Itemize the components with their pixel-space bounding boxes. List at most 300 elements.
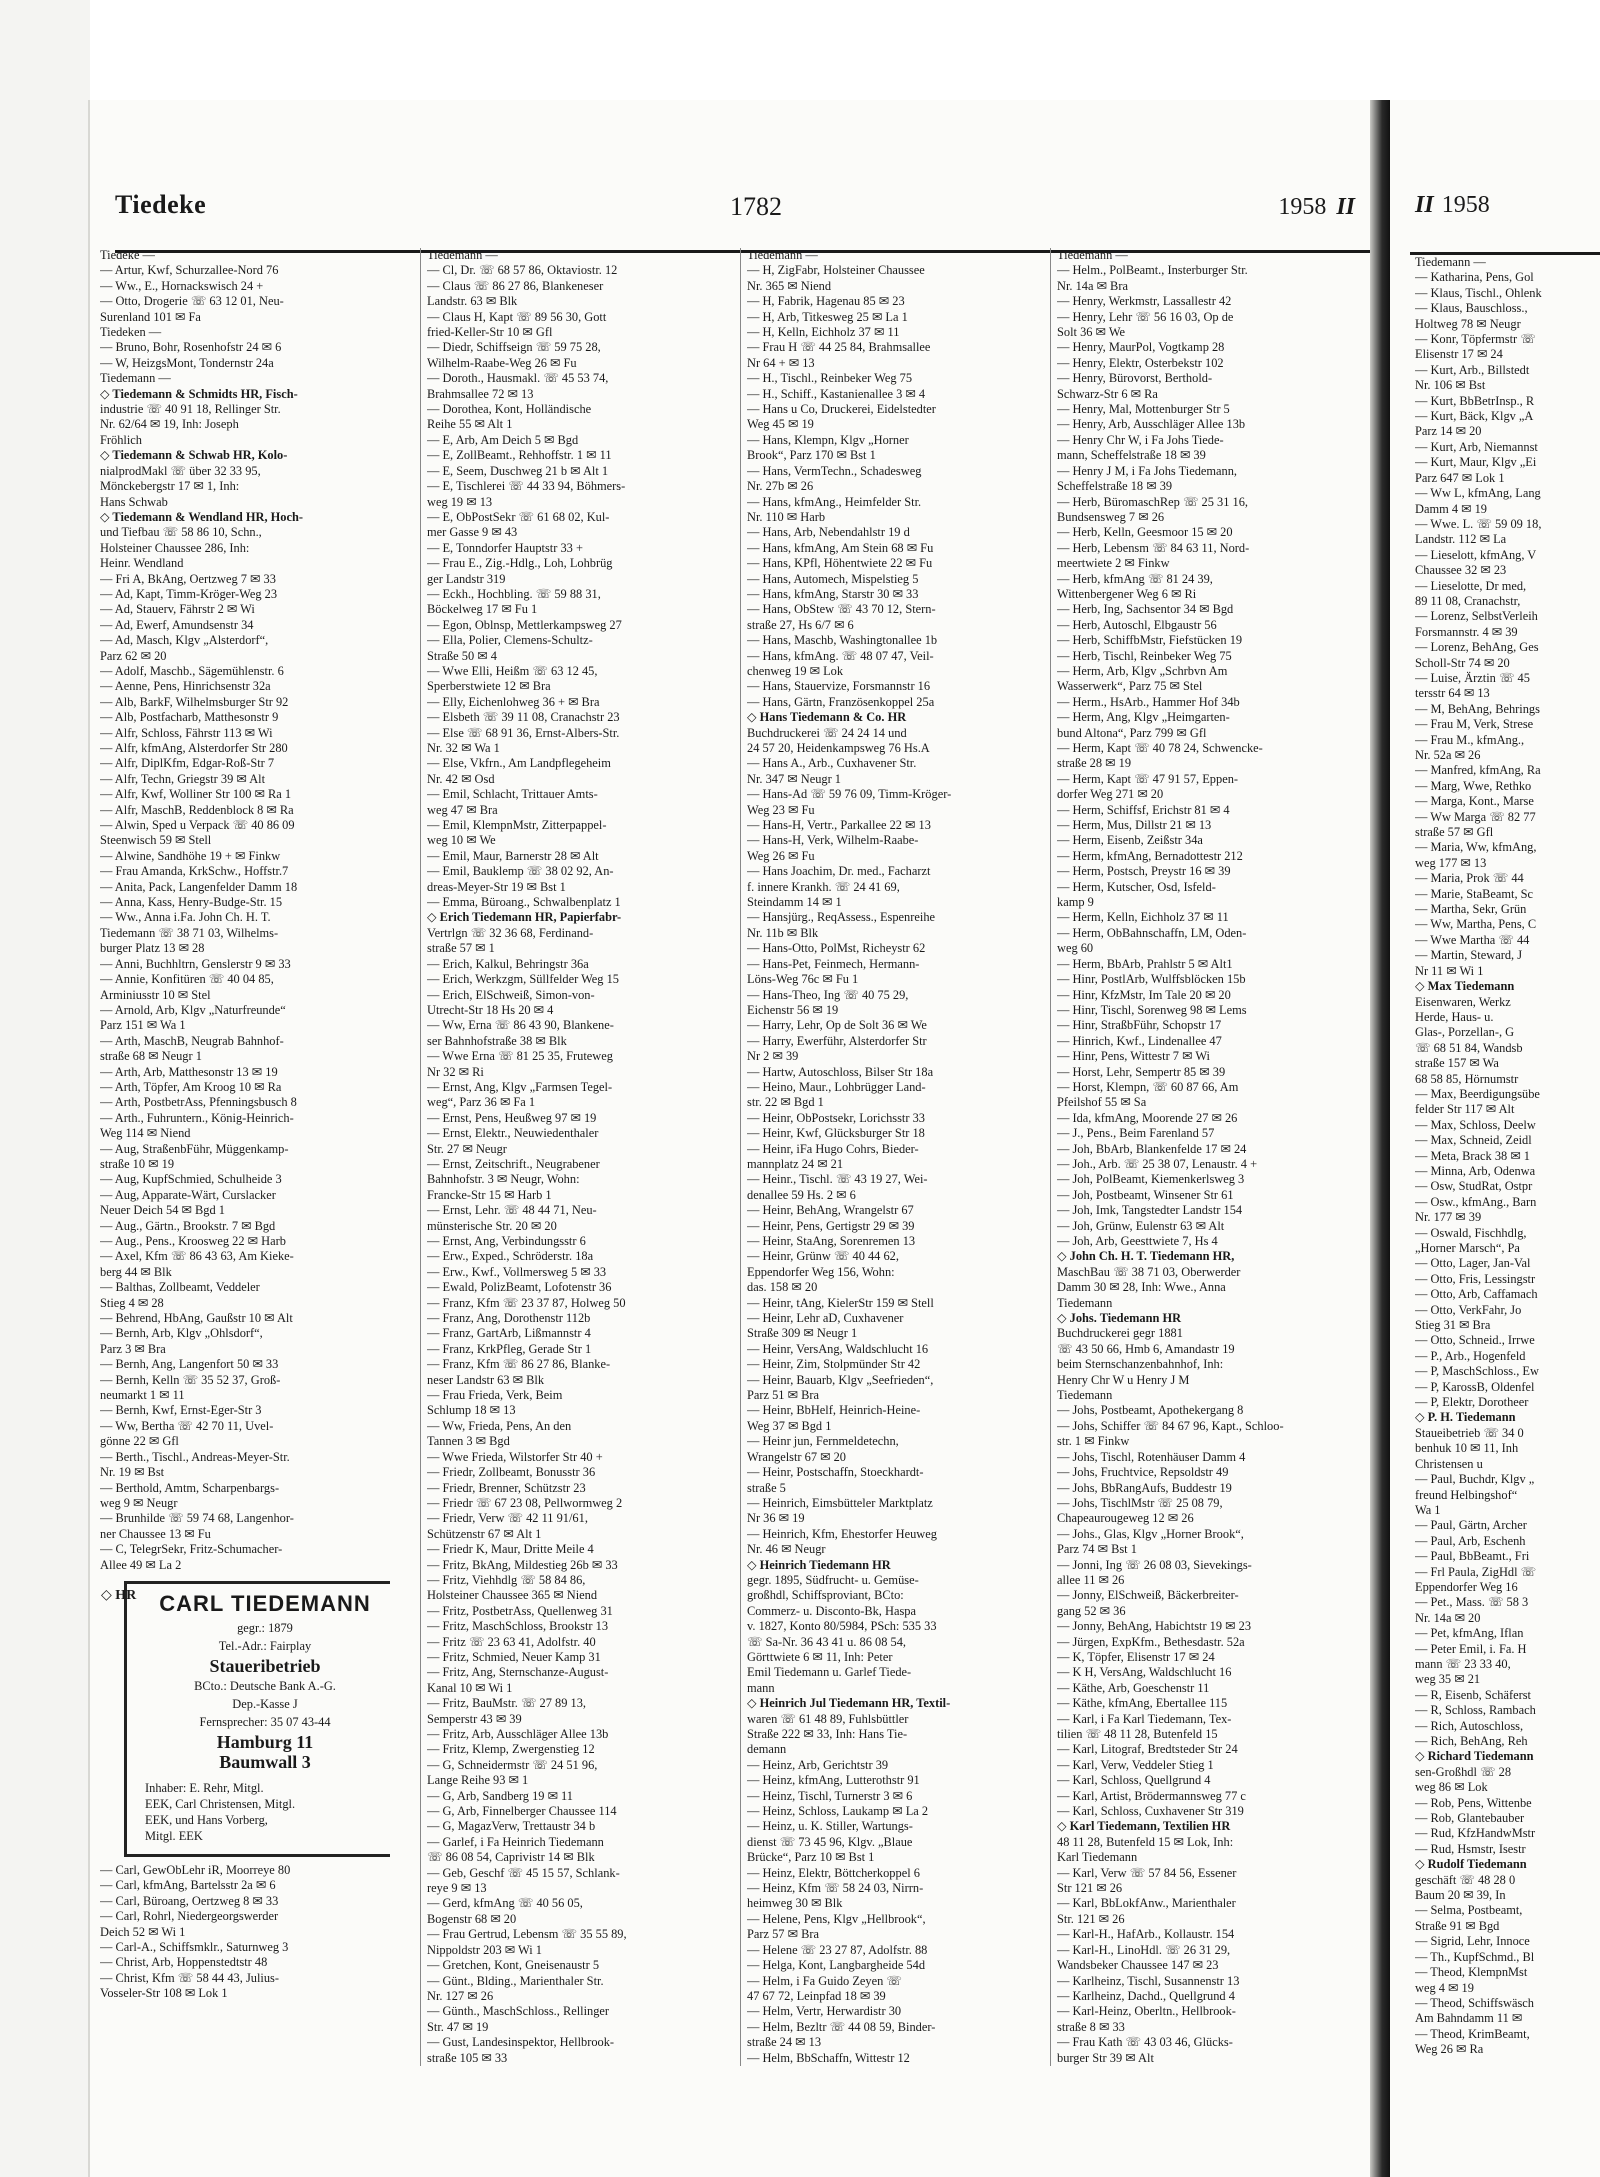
- directory-entry: Neuer Deich 54 ✉ Bgd 1: [100, 1203, 225, 1218]
- directory-entry: — Osw, StudRat, Ostpr: [1415, 1179, 1533, 1194]
- directory-entry: — Horst, Lehr, Sempertr 85 ✉ 39: [1057, 1064, 1226, 1079]
- directory-entry: Inhaber: E. Rehr, Mitgl.: [145, 1780, 264, 1795]
- directory-entry: — Hans, ObStew ☏ 43 70 12, Stern-: [747, 602, 936, 617]
- page-number: 1782: [730, 192, 782, 221]
- directory-entry: ☏ 68 51 84, Wandsb: [1415, 1040, 1523, 1055]
- directory-entry: MaschBau ☏ 38 71 03, Oberwerder: [1057, 1264, 1241, 1279]
- directory-entry: — Herm, Schiffsf, Erichstr 81 ✉ 4: [1057, 802, 1230, 817]
- directory-entry: Nr 11 ✉ Wi 1: [1415, 963, 1484, 978]
- directory-entry: Landstr. 63 ✉ Blk: [427, 294, 518, 309]
- directory-entry: — W, HeizgsMont, Tondernstr 24a: [100, 355, 274, 370]
- firm-entry: ◇ Erich Tiedemann HR, Papierfabr-: [427, 910, 622, 925]
- directory-entry: straße 27, Hs 6/7 ✉ 6: [747, 617, 854, 632]
- directory-entry: — Helm., PolBeamt., Insterburger Str.: [1057, 263, 1248, 278]
- firm-entry: ◇ John Ch. H. T. Tiedemann HR,: [1057, 1249, 1235, 1264]
- directory-entry: — Jonni, Ing ☏ 26 08 03, Sievekings-: [1057, 1557, 1252, 1572]
- directory-entry: — Heinz, Arb, Gerichtstr 39: [747, 1757, 889, 1772]
- directory-entry: Parz 51 ✉ Bra: [747, 1388, 819, 1403]
- directory-entry: Bundsensweg 7 ✉ 26: [1057, 509, 1165, 524]
- directory-entry: — Karl-H., LinoHdl. ☏ 26 31 29,: [1057, 1942, 1231, 1957]
- directory-entry: — Manfred, kfmAng, Ra: [1415, 763, 1541, 778]
- directory-entry: str. 1 ✉ Finkw: [1057, 1434, 1130, 1449]
- directory-entry: — Fritz, BauMstr. ☏ 27 89 13,: [427, 1696, 587, 1711]
- directory-entry: — Ad, Stauerv, Fährstr 2 ✉ Wi: [100, 602, 255, 617]
- directory-entry: — Friedr, Zollbeamt, Bonusstr 36: [427, 1465, 596, 1480]
- directory-entry: — Karl, Artist, Brödermannsweg 77 c: [1057, 1788, 1246, 1803]
- directory-entry: — K, Töpfer, Elisenstr 17 ✉ 24: [1057, 1649, 1215, 1664]
- directory-entry: — Martha, Sekr, Grün: [1415, 902, 1527, 917]
- directory-entry: — Klaus, Tischl., Ohlenk: [1415, 285, 1542, 300]
- directory-entry: — Dorothea, Kont, Holländische: [427, 402, 592, 417]
- directory-entry: Tiedemann —: [100, 371, 171, 386]
- directory-entry: „Horner Marsch“, Pa: [1415, 1241, 1520, 1255]
- directory-entry: — Arth, Arb, Matthesonstr 13 ✉ 19: [100, 1064, 278, 1079]
- directory-entry: — Joh, Postbeamt, Winsener Str 61: [1057, 1187, 1234, 1202]
- directory-entry: — Rud, KfzHandwMstr: [1415, 1826, 1536, 1841]
- directory-entry: — Hans Joachim, Dr. med., Facharzt: [747, 864, 931, 879]
- directory-entry: — Paul, Arb, Eschenh: [1415, 1533, 1526, 1548]
- directory-entry: Tiedemann —: [747, 248, 818, 262]
- directory-entry: — Herm, Arb, Klgv „Schrbvn Am: [1057, 663, 1228, 678]
- directory-entry: Parz 647 ✉ Lok 1: [1415, 470, 1505, 485]
- directory-entry: — Theod, Schiffswäsch: [1415, 1995, 1534, 2010]
- directory-entry: — Heinr., Tischl. ☏ 43 19 27, Wei-: [747, 1172, 928, 1187]
- directory-entry: Herde, Haus- u.: [1415, 1009, 1494, 1024]
- directory-entry: Schützenstr 67 ✉ Alt 1: [427, 1526, 542, 1541]
- directory-entry: Tiedemann: [1057, 1388, 1113, 1403]
- directory-entry: — Henry, Elektr, Osterbekstr 102: [1057, 355, 1224, 370]
- directory-entry: — Joh, Imk, Tangstedter Landstr 154: [1057, 1203, 1243, 1218]
- directory-entry: — P, MaschSchloss., Ew: [1415, 1364, 1539, 1379]
- directory-entry: fried-Keller-Str 10 ✉ Gfl: [427, 325, 553, 340]
- directory-entry: — Elly, Eichenlohweg 36 + ✉ Bra: [427, 694, 600, 709]
- directory-entry: — Käthe, kfmAng, Ebertallee 115: [1057, 1696, 1228, 1711]
- directory-entry: mann: [747, 1680, 775, 1695]
- directory-entry: Tiedemann ☏ 38 71 03, Wilhelms-: [100, 925, 279, 940]
- directory-entry: — Helene ☏ 23 27 87, Adolfstr. 88: [747, 1942, 928, 1957]
- directory-entry: — Cl, Dr. ☏ 68 57 86, Oktaviostr. 12: [427, 263, 618, 278]
- firm-entry: ◇ Tiedemann & Wendland HR, Hoch-: [100, 509, 304, 524]
- directory-entry: Straße 222 ✉ 33, Inh: Hans Tie-: [747, 1727, 908, 1741]
- directory-entry: — Herb, SchiffbMstr, Fiefstücken 19: [1057, 633, 1243, 648]
- directory-entry: — Helm, i Fa Guido Zeyen ☏: [747, 1973, 902, 1988]
- ad-company-name: CARL TIEDEMANN: [159, 1590, 371, 1616]
- directory-entry: — G, Schneidermstr ☏ 24 51 96,: [427, 1757, 598, 1772]
- directory-entry: — Katharina, Pens, Gol: [1415, 270, 1534, 285]
- directory-entry: — Otto, Lager, Jan-Val: [1415, 1256, 1531, 1271]
- directory-entry: straße 68 ✉ Neugr 1: [100, 1049, 202, 1064]
- directory-entry: — Alwine, Sandhöhe 19 + ✉ Finkw: [100, 848, 281, 863]
- directory-entry: — Gust, Landesinspektor, Hellbrook-: [427, 2035, 615, 2050]
- directory-entry: — Karl, Schloss, Quellgrund 4: [1057, 1773, 1211, 1788]
- directory-entry: Nr. 14a ✉ 20: [1415, 1610, 1481, 1625]
- directory-entry: großhdl, Schiffsproviant, BCto:: [747, 1588, 904, 1603]
- directory-entry: — C, TelegrSekr, Fritz-Schumacher-: [100, 1542, 283, 1557]
- directory-entry: — Arnold, Arb, Klgv „Naturfreunde“: [100, 1002, 286, 1017]
- directory-entry: dorfer Weg 271 ✉ 20: [1057, 787, 1164, 802]
- directory-entry: — Lorenz, BehAng, Ges: [1415, 640, 1539, 655]
- directory-entry: — Karl, Verw ☏ 57 84 56, Essener: [1057, 1865, 1237, 1880]
- ad-owners: [135, 1780, 390, 1844]
- directory-entry: — Else, Vkfrn., Am Landpflegeheim: [427, 756, 611, 771]
- directory-entry: — Heinr, Pens, Gertigstr 29 ✉ 39: [747, 1218, 915, 1233]
- directory-entry: weg 10 ✉ We: [427, 833, 496, 848]
- directory-entry: sen-Großhdl ☏ 28: [1415, 1764, 1512, 1779]
- directory-entry: Nr. 32 ✉ Wa 1: [427, 741, 500, 755]
- directory-entry: — Henry, MaurPol, Vogtkamp 28: [1057, 340, 1225, 355]
- directory-entry: — Else ☏ 68 91 36, Ernst-Albers-Str.: [427, 725, 620, 740]
- firm-entry: ◇ P. H. Tiedemann: [1415, 1410, 1516, 1425]
- directory-entry: straße 57 ✉ Gfl: [1415, 825, 1494, 840]
- directory-entry: — Emil, Schlacht, Trittauer Amts-: [427, 787, 598, 802]
- facing-page: [1390, 100, 1600, 2177]
- directory-entry: mannplatz 24 ✉ 21: [747, 1156, 844, 1171]
- directory-entry: — Wwe Erna ☏ 81 25 35, Fruteweg: [427, 1049, 613, 1064]
- directory-entry: — G, MagazVerw, Trettaustr 34 b: [427, 1819, 596, 1834]
- directory-entry: — Hans, kfmAng, Starstr 30 ✉ 33: [747, 586, 919, 601]
- directory-entry: denallee 59 Hs. 2 ✉ 6: [747, 1187, 856, 1202]
- directory-entry: Chapeaurougeweg 12 ✉ 26: [1057, 1511, 1194, 1526]
- directory-entry: — Heinr jun, Fernmeldetechn,: [747, 1434, 899, 1449]
- directory-entry: Damm 4 ✉ 19: [1415, 501, 1487, 516]
- directory-entry: — Ww., E., Hornackswisch 24 +: [100, 278, 264, 293]
- directory-entry: — Johs, TischlMstr ☏ 25 08 79,: [1057, 1495, 1223, 1510]
- directory-entry: Weg 23 ✉ Fu: [747, 802, 815, 817]
- directory-entry: Tiedeken —: [100, 325, 162, 340]
- directory-entry: — Frau H ☏ 44 25 84, Brahmsallee: [747, 340, 931, 355]
- directory-entry: Buchdruckerei ☏ 24 24 14 und: [747, 725, 907, 740]
- directory-entry: Straße 91 ✉ Bgd: [1415, 1918, 1500, 1933]
- directory-entry: — Diedr, Schiffseign ☏ 59 75 28,: [427, 340, 601, 355]
- directory-entry: 89 11 08, Cranachstr,: [1415, 593, 1521, 608]
- directory-entry: weg“, Parz 36 ✉ Fa 1: [427, 1095, 536, 1110]
- directory-entry: — Hinr, Pens, Wittestr 7 ✉ Wi: [1057, 1049, 1210, 1064]
- directory-entry: — Marga, Kont., Marse: [1415, 794, 1534, 809]
- directory-entry: Glas-, Porzellan-, G: [1415, 1025, 1515, 1040]
- directory-entry: — E, Seem, Duschweg 21 b ✉ Alt 1: [427, 463, 609, 478]
- directory-entry: Eppendorfer Weg 156, Wohn:: [747, 1264, 895, 1279]
- directory-entry: — Alfr, kfmAng, Alsterdorfer Str 280: [100, 741, 288, 755]
- directory-entry: — Herm, Kutscher, Osd, Isfeld-: [1057, 879, 1216, 894]
- directory-entry: — Hinr, KfzMstr, Im Tale 20 ✉ 20: [1057, 987, 1231, 1002]
- directory-entry: Utrecht-Str 18 Hs 20 ✉ 4: [427, 1002, 554, 1017]
- directory-entry: — Frau M, Verk, Strese: [1415, 717, 1534, 732]
- directory-entry: straße 57 ✉ 1: [427, 941, 495, 956]
- directory-entry: — P, Elektr, Dorotheer: [1415, 1395, 1529, 1410]
- directory-entry: — Balthas, Zollbeamt, Veddeler: [100, 1280, 260, 1295]
- directory-entry: burger Str 39 ✉ Alt: [1057, 2050, 1154, 2065]
- directory-entry: — Herb, Tischl, Reinbeker Weg 75: [1057, 648, 1232, 663]
- directory-entry: — G, Arb, Finnelberger Chaussee 114: [427, 1804, 617, 1819]
- directory-entry: — Brunhilde ☏ 59 74 68, Langenhor-: [100, 1511, 294, 1526]
- directory-entry: Nr 32 ✉ Ri: [427, 1064, 484, 1079]
- directory-entry: — H., Tischl., Reinbeker Weg 75: [747, 371, 913, 386]
- directory-entry: — Karl, BbLokfAnw., Marienthaler: [1057, 1896, 1236, 1911]
- directory-entry: — Henry, Mal, Mottenburger Str 5: [1057, 402, 1230, 417]
- directory-entry: — Hans, kfmAng, Am Stein 68 ✉ Fu: [747, 540, 934, 555]
- directory-entry: — Hans, Maschb, Washingtonallee 1b: [747, 633, 938, 648]
- directory-entry: Holsteiner Chaussee 286, Inh:: [100, 540, 250, 555]
- directory-entry: Nr. 52a ✉ 26: [1415, 748, 1481, 762]
- directory-entry: — Emma, Büroang., Schwalbenplatz 1: [427, 895, 621, 910]
- directory-entry: — Artur, Kwf, Schurzallee-Nord 76: [100, 263, 279, 278]
- directory-entry: — Heinr, Postschaffn, Stoeckhardt-: [747, 1465, 924, 1480]
- directory-entry: — Konr, Töpfermstr ☏: [1415, 332, 1536, 347]
- firm-entry: ◇ Richard Tiedemann: [1415, 1749, 1534, 1764]
- directory-entry: Stieg 4 ✉ 28: [100, 1295, 164, 1310]
- directory-entry: Görttwiete 6 ✉ 11, Inh: Peter: [747, 1649, 893, 1664]
- ad-address: Baumwall 3: [219, 1751, 311, 1772]
- directory-entry: Parz 3 ✉ Bra: [100, 1341, 166, 1356]
- directory-entry: — Luise, Ärztin ☏ 45: [1415, 670, 1530, 685]
- column-3: [740, 248, 1037, 2066]
- directory-entry: — Horst, Klempn, ☏ 60 87 66, Am: [1057, 1079, 1239, 1094]
- directory-entry: Eppendorfer Weg 16: [1415, 1579, 1518, 1594]
- directory-entry: mann, Scheffelstraße 18 ✉ 39: [1057, 448, 1206, 463]
- directory-entry: — Hans-Theo, Ing ☏ 40 75 29,: [747, 987, 909, 1002]
- directory-entry: — Rich, BehAng, Reh: [1415, 1734, 1528, 1748]
- directory-entry: — Franz, Ang, Dorothenstr 112b: [427, 1311, 591, 1326]
- directory-entry: — Karl-H., HafArb., Kollaustr. 154: [1057, 1927, 1235, 1942]
- directory-entry: — Hinrich, Kwf., Lindenallee 47: [1057, 1033, 1222, 1048]
- column-4: [1050, 248, 1357, 2066]
- directory-entry: — Herm, Kelln, Eichholz 37 ✉ 11: [1057, 910, 1229, 925]
- directory-entry: Solt 36 ✉ We: [1057, 325, 1126, 340]
- directory-entry: ☏ 86 08 54, Caprivistr 14 ✉ Blk: [427, 1850, 595, 1865]
- directory-entry: — Erw., Kwf., Vollmersweg 5 ✉ 33: [427, 1264, 607, 1279]
- directory-entry: — Hans u Co, Druckerei, Eidelstedter: [747, 402, 936, 417]
- directory-entry: Staueibetrieb ☏ 34 0: [1415, 1425, 1524, 1440]
- directory-entry: — Ww, Martha, Pens, C: [1415, 917, 1537, 932]
- directory-entry: straße 105 ✉ 33: [427, 2050, 508, 2065]
- directory-entry: straße 10 ✉ 19: [100, 1156, 175, 1171]
- directory-entry: heimweg 30 ✉ Blk: [747, 1896, 843, 1911]
- directory-entry: — Karl, Verw, Veddeler Stieg 1: [1057, 1757, 1214, 1772]
- directory-entry: geschäft ☏ 48 28 0: [1415, 1872, 1516, 1887]
- directory-entry: — Alwin, Sped u Verpack ☏ 40 86 09: [100, 818, 295, 833]
- directory-entry: — Claus H, Kapt ☏ 89 56 30, Gott: [427, 309, 607, 324]
- directory-entry: — Martin, Steward, J: [1415, 948, 1523, 963]
- directory-entry: Wilhelm-Raabe-Weg 26 ✉ Fu: [427, 355, 577, 370]
- directory-entry: — Henry J M, i Fa Johs Tiedemann,: [1057, 463, 1238, 478]
- directory-entry: mer Gasse 9 ✉ 43: [427, 525, 518, 540]
- ad-telegram: Tel.-Adr.: Fairplay: [218, 1638, 312, 1653]
- directory-entry: — Arth., Fuhruntern., König-Heinrich-: [100, 1110, 294, 1125]
- directory-entry: — M, BehAng, Behrings: [1415, 701, 1540, 716]
- directory-entry: Nr. 19 ✉ Bst: [100, 1465, 165, 1480]
- directory-entry: — Jonny, BehAng, Habichtstr 19 ✉ 23: [1057, 1619, 1252, 1634]
- directory-entry: — Alfr, DiplKfm, Edgar-Roß-Str 7: [100, 756, 275, 771]
- directory-entry: — Elsbeth ☏ 39 11 08, Cranachstr 23: [427, 710, 620, 725]
- directory-entry: — Friedr, Verw ☏ 42 11 91/61,: [427, 1511, 588, 1526]
- firm-entry: ◇ Hans Tiedemann & Co. HR: [747, 710, 907, 725]
- directory-entry: — Günt., Blding., Marienthaler Str.: [427, 1973, 604, 1988]
- directory-entry: — Henry, Bürovorst, Berthold-: [1057, 371, 1213, 386]
- directory-entry: — H, ZigFabr, Holsteiner Chaussee: [747, 263, 925, 278]
- directory-entry: — Heinr, VersAng, Waldschlucht 16: [747, 1341, 929, 1356]
- directory-entry: — Theod, KlempnMst: [1415, 1965, 1528, 1980]
- directory-entry: — Carl, GewObLehr iR, Moorreye 80: [100, 1862, 291, 1877]
- directory-entry: Allee 49 ✉ La 2: [100, 1557, 182, 1572]
- ad-bank: BCto.: Deutsche Bank A.-G.: [194, 1678, 336, 1693]
- directory-entry: nialprodMakl ☏ über 32 33 95,: [100, 463, 261, 478]
- directory-entry: Straße 309 ✉ Neugr 1: [747, 1326, 858, 1341]
- directory-entry: — Carl-A., Schiffsmklr., Saturnweg 3: [100, 1939, 289, 1954]
- directory-entry: — Karl, Litograf, Bredtsteder Str 24: [1057, 1742, 1238, 1757]
- directory-entry: — Henry, Werkmstr, Lassallestr 42: [1057, 294, 1232, 309]
- directory-entry: — Joh, PolBeamt, Kiemenkerlsweg 3: [1057, 1172, 1245, 1187]
- directory-entry: Wandsbeker Chaussee 147 ✉ 23: [1057, 1958, 1219, 1973]
- directory-entry: — Hans-H, Verk, Wilhelm-Raabe-: [747, 833, 919, 848]
- directory-entry: — Lorenz, SelbstVerleih: [1415, 609, 1538, 624]
- directory-entry: — Ella, Polier, Clemens-Schultz-: [427, 633, 593, 648]
- directory-entry: Steindamm 14 ✉ 1: [747, 895, 842, 910]
- directory-entry: Wittenbergener Weg 6 ✉ Ri: [1057, 586, 1197, 601]
- directory-entry: — Ww, Erna ☏ 86 43 90, Blankene-: [427, 1018, 614, 1033]
- directory-entry: — Heinz, Elektr, Böttcherkoppel 6: [747, 1865, 920, 1880]
- directory-entry: — Kurt, Arb., Billstedt: [1415, 362, 1530, 377]
- directory-entry: — Herm, Mus, Dillstr 21 ✉ 13: [1057, 818, 1212, 833]
- directory-entry: Holsteiner Chaussee 365 ✉ Niend: [427, 1588, 598, 1603]
- directory-entry: — Ida, kfmAng, Moorende 27 ✉ 26: [1057, 1110, 1238, 1125]
- directory-entry: — Arth, Töpfer, Am Kroog 10 ✉ Ra: [100, 1079, 282, 1094]
- directory-entry: — Hans, Klempn, Klgv „Horner: [747, 432, 909, 447]
- directory-entry: — Hansjürg., ReqAssess., Espenreihe: [747, 910, 936, 925]
- directory-entry: Nr 36 ✉ 19: [747, 1511, 805, 1526]
- directory-entry: — Gerd, kfmAng ☏ 40 56 05,: [427, 1896, 583, 1911]
- directory-entry: — Alb, BarkF, Wilhelmsburger Str 92: [100, 694, 289, 709]
- directory-entry: Nr. 177 ✉ 39: [1415, 1210, 1482, 1225]
- directory-entry: industrie ☏ 40 91 18, Rellinger Str.: [100, 402, 281, 417]
- ad-founded: gegr.: 1879: [237, 1620, 293, 1635]
- directory-entry: Henry Chr W u Henry J M: [1057, 1372, 1190, 1387]
- directory-entry: — R, Schloss, Rambach: [1415, 1703, 1536, 1718]
- directory-entry: beim Sternschanzenbahnhof, Inh:: [1057, 1357, 1224, 1372]
- directory-entry: — Hans, kfmAng., Heimfelder Str.: [747, 494, 922, 509]
- directory-entry: — J., Pens., Beim Farenland 57: [1057, 1126, 1215, 1141]
- directory-entry: benhuk 10 ✉ 11, Inh: [1415, 1441, 1519, 1456]
- directory-entry: tilien ☏ 48 11 28, Butenfeld 15: [1057, 1727, 1218, 1741]
- directory-entry: — Helm, BbSchaffn, Wittestr 12: [747, 2050, 910, 2065]
- directory-entry: — Hans A., Arb., Cuxhavener Str.: [747, 756, 917, 771]
- directory-entry: — Erich, Kalkul, Behringstr 36a: [427, 956, 589, 971]
- directory-entry: — Alfr, Kwf, Wolliner Str 100 ✉ Ra 1: [100, 787, 292, 802]
- directory-entry: Brook“, Parz 170 ✉ Bst 1: [747, 448, 876, 463]
- directory-entry: Chaussee 32 ✉ 23: [1415, 563, 1507, 578]
- directory-entry: Commerz- u. Disconto-Bk, Haspa: [747, 1603, 916, 1618]
- directory-entry: — Otto, Arb, Caffamach: [1415, 1287, 1538, 1302]
- directory-entry: weg 4 ✉ 19: [1415, 1980, 1474, 1995]
- directory-entry: — K H, VersAng, Waldschlucht 16: [1057, 1665, 1232, 1680]
- directory-entry: Nr 64 + ✉ 13: [747, 355, 815, 370]
- column-1-bottom: [100, 1863, 390, 2002]
- directory-entry: — Franz, KrkPfleg, Gerade Str 1: [427, 1341, 592, 1356]
- directory-entry: Nr. 110 ✉ Harb: [747, 509, 826, 524]
- directory-entry: Weg 45 ✉ 19: [747, 417, 814, 432]
- directory-entry: 68 58 85, Hörnumstr: [1415, 1071, 1519, 1086]
- directory-entry: Parz 151 ✉ Wa 1: [100, 1018, 186, 1033]
- directory-entry: — Alfr, Schloss, Fährstr 113 ✉ Wi: [100, 725, 273, 740]
- directory-entry: — Pet., Mass. ☏ 58 3: [1415, 1595, 1529, 1610]
- directory-entry: — Johs, Postbeamt, Apothekergang 8: [1057, 1403, 1244, 1418]
- directory-entry: Stieg 31 ✉ Bra: [1415, 1318, 1491, 1333]
- directory-entry: Landstr. 112 ✉ La: [1415, 532, 1507, 547]
- directory-entry: — Carl, kfmAng, Bartelsstr 2a ✉ 6: [100, 1878, 276, 1893]
- directory-entry: — Frau Kath ☏ 43 03 46, Glücks-: [1057, 2035, 1233, 2050]
- directory-entry: — Minna, Arb, Odenwa: [1415, 1163, 1536, 1178]
- directory-entry: — Johs, BbRangAufs, Buddestr 19: [1057, 1480, 1232, 1495]
- directory-entry: — Friedr, Brenner, Schützstr 23: [427, 1480, 586, 1495]
- directory-entry: ner Chaussee 13 ✉ Fu: [100, 1526, 211, 1541]
- directory-entry: — Bernh, Ang, Langenfort 50 ✉ 33: [100, 1357, 279, 1372]
- directory-entry: — G, Arb, Sandberg 19 ✉ 11: [427, 1788, 573, 1803]
- directory-entry: — Otto, Fris, Lessingstr: [1415, 1271, 1536, 1286]
- directory-entry: f. innere Krankh. ☏ 24 41 69,: [747, 879, 900, 894]
- firm-entry: ◇ Karl Tiedemann, Textilien HR: [1057, 1819, 1231, 1834]
- directory-entry: — Fritz, Schmied, Neuer Kamp 31: [427, 1649, 601, 1664]
- directory-entry: Wa 1: [1415, 1502, 1441, 1517]
- directory-entry: — Rob, Pens, Wittenbe: [1415, 1795, 1532, 1810]
- directory-entry: — Herm, Kapt ☏ 40 78 24, Schwencke-: [1057, 741, 1263, 755]
- directory-entry: — Herm, Ang, Klgv „Heimgarten-: [1057, 710, 1230, 725]
- directory-entry: Parz 74 ✉ Bst 1: [1057, 1542, 1137, 1557]
- directory-entry: Emil Tiedemann u. Garlef Tiede-: [747, 1665, 912, 1680]
- directory-entry: tersstr 64 ✉ 13: [1415, 686, 1490, 701]
- directory-entry: — Kurt, Maur, Klgv „Ei: [1415, 455, 1537, 470]
- directory-entry: — Emil, Bauklemp ☏ 38 02 92, An-: [427, 864, 614, 879]
- directory-entry: — Günth., MaschSchloss., Rellinger: [427, 2004, 610, 2019]
- directory-entry: — Fritz ☏ 23 63 41, Adolfstr. 40: [427, 1634, 596, 1649]
- directory-entry: straße 28 ✉ 19: [1057, 756, 1132, 771]
- directory-entry: — Kurt, Arb, Niemannst: [1415, 439, 1538, 454]
- directory-entry: — Herb, BüromaschRep ☏ 25 31 16,: [1057, 494, 1249, 509]
- directory-entry: — Peter Emil, i. Fa. H: [1415, 1641, 1527, 1656]
- directory-entry: chenweg 19 ✉ Lok: [747, 663, 844, 678]
- firm-entry: ◇ Rudolf Tiedemann: [1415, 1857, 1527, 1872]
- directory-entry: allee 11 ✉ 26: [1057, 1572, 1125, 1587]
- directory-entry: — Ernst, Elektr., Neuwiedenthaler: [427, 1126, 599, 1141]
- directory-entry: — Johs, Tischl, Rotenhäuser Damm 4: [1057, 1449, 1246, 1464]
- ad-city: Hamburg 11: [216, 1731, 314, 1752]
- directory-entry: Nr. 27b ✉ 26: [747, 479, 814, 494]
- directory-entry: — Frl Paula, ZigHdl ☏: [1415, 1564, 1537, 1579]
- directory-entry: Vertrlgn ☏ 32 36 68, Ferdinand-: [427, 925, 594, 940]
- directory-entry: berg 44 ✉ Blk: [100, 1264, 172, 1279]
- directory-entry: — Kurt, Bäck, Klgv „A: [1415, 409, 1534, 424]
- directory-entry: 47 67 72, Leinpfad 18 ✉ 39: [747, 1988, 886, 2003]
- directory-entry: — Kurt, BbBetrInsp., R: [1415, 393, 1535, 408]
- directory-entry: — Ad, Masch, Klgv „Alsterdorf“,: [100, 633, 269, 648]
- directory-entry: Str 121 ✉ 26: [1057, 1881, 1123, 1896]
- ad-registered-mark: ◇ HR: [101, 1587, 137, 1603]
- directory-entry: — Meta, Brack 38 ✉ 1: [1415, 1148, 1530, 1163]
- directory-entry: demann: [747, 1742, 787, 1757]
- directory-entry: Nippoldstr 203 ✉ Wi 1: [427, 1942, 542, 1957]
- directory-entry: — Max, Schloss, Deelw: [1415, 1117, 1536, 1132]
- directory-entry: — Selma, Postbeamt,: [1415, 1903, 1523, 1918]
- directory-entry: weg 47 ✉ Bra: [427, 802, 498, 817]
- directory-entry: — Fritz, BkAng, Mildestieg 26b ✉ 33: [427, 1557, 618, 1572]
- directory-entry: — Ww L, kfmAng, Lang: [1415, 486, 1541, 501]
- directory-entry: — Herm, Eisenb, Zeißstr 34a: [1057, 833, 1203, 848]
- directory-entry: — Ernst, Ang, Verbindungsstr 6: [427, 1234, 586, 1248]
- directory-entry: Nr 2 ✉ 39: [747, 1049, 799, 1064]
- directory-entry: Str. 121 ✉ 26: [1057, 1911, 1125, 1926]
- directory-entry: Hans Schwab: [100, 494, 168, 509]
- directory-entry: — Fritz, MaschSchloss, Brookstr 13: [427, 1619, 609, 1634]
- directory-entry: — Herm, kfmAng, Bernadottestr 212: [1057, 848, 1243, 863]
- directory-entry: — Anna, Kass, Henry-Budge-Str. 15: [100, 895, 283, 910]
